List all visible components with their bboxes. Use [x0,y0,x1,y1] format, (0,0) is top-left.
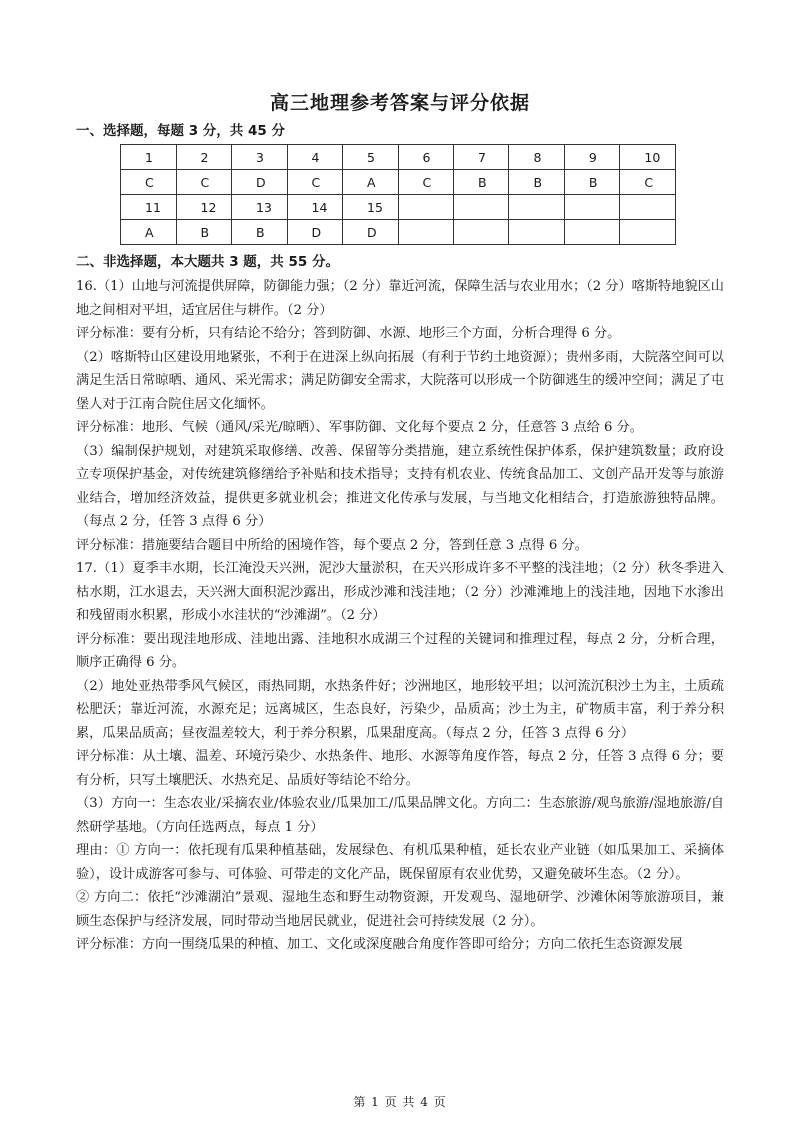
paragraph: 评分标准：地形、气候（通风/采光/晾晒）、军事防御、文化每个要点 2 分，任意答 3 点给 6 分。 [76,420,643,435]
page-number: 第 1 页 共 4 页 [353,1095,447,1109]
answer-table-cell [564,195,619,220]
answer-table-cell: A [343,170,399,195]
answer-table-cell: 4 [287,145,343,170]
answer-table-row [121,220,676,245]
answer-table-cell [509,220,564,245]
answer-table-cell: 12 [176,195,232,220]
answer-table-cell: 1 [121,145,177,170]
paragraph: 16.（1）山地与河流提供屏障，防御能力强；（2 分）靠近河流，保障生活与农业用水；（2 分）喀斯特地貌区山地之间相对平坦，适宜居住与耕作。（2 分） [76,279,724,318]
answer-table-row [121,195,676,220]
answer-table-cell: 14 [287,195,343,220]
answer-table-cell: C [287,170,343,195]
answer-table-cell: B [232,220,288,245]
answer-table-cell: 13 [232,195,288,220]
paragraph: （2）喀斯特山区建设用地紧张，不利于在进深上纵向拓展（有利于节约土地资源）；贵州多雨，大院落空间可以满足生活日常晾晒、通风、采光需求；满足防御安全需求，大院落可以形成一个防御逃生的缓冲空间；满足了屯堡人对于江南合院住居文化缅怀。 [76,349,724,412]
paragraph: 评分标准：要出现洼地形成、洼地出露、洼地积水成湖三个过程的关键词和推理过程，每点 2 分，分析合理，顺序正确得 6 分。 [76,631,724,670]
paragraph: ② 方向二：依托“沙滩湖泊”景观、湿地生态和野生动物资源，开发观鸟、湿地研学、沙滩休闲等旅游项目，兼顾生态保护与经济发展，同时带动当地居民就业，促进社会可持续发展（2 分）。 [76,890,724,929]
answer-table-cell: 2 [176,145,232,170]
answer-table-cell [453,195,508,220]
answer-table-cell: C [398,170,453,195]
answer-table-cell [398,195,453,220]
paragraph: 评分标准：方向一围绕瓜果的种植、加工、文化或深度融合角度作答即可给分；方向二依托生态资源发展 [76,937,683,952]
paragraph: （2）地处亚热带季风气候区，雨热同期，水热条件好；沙洲地区，地形较平坦；以河流沉积沙土为主，土质疏松肥沃；靠近河流，水源充足；远离城区，生态良好，污染少，品质高；沙土为主，矿物质丰富，利于养分积累，瓜果品质高；昼夜温差较大，利于养分积累，瓜果甜度高。（每点 2 分，任答 3 点得 6 分） [76,678,724,741]
answer-table-cell: B [509,170,564,195]
paragraph: 评分标准：措施要结合题目中所给的困境作答，每个要点 2 分，答到任意 3 点得 6 分。 [76,537,588,553]
answer-table-cell: D [232,170,288,195]
answer-table-cell [453,220,508,245]
answer-table-cell: 8 [509,145,564,170]
document-title: 高三地理参考答案与评分依据 [269,92,530,114]
answer-table-cell: B [176,220,232,245]
answer-table-cell: 6 [398,145,453,170]
answer-table [120,144,676,245]
answer-table-cell: 7 [453,145,508,170]
answer-table-cell: B [453,170,508,195]
paragraph: （3）编制保护规划，对建筑采取修缮、改善、保留等分类措施，建立系统性保护体系，保护建筑数量；政府设立专项保护基金，对传统建筑修缮给予补贴和技术指导；支持有机农业、传统食品加工、文创产品开发等与旅游业结合，增加经济效益，提供更多就业机会；推进文化传承与发展，与当地文化相结合，打造旅游独特品牌。（每点 2 分，任答 3 点得 6 分） [76,443,724,529]
answer-table-cell: D [343,220,399,245]
paragraph: （3）方向一：生态农业/采摘农业/体验农业/瓜果加工/瓜果品牌文化。方向二：生态旅游/观鸟旅游/湿地旅游/自然研学基地。（方向任选两点，每点 1 分） [76,796,724,835]
answer-table-cell: C [121,170,177,195]
answer-table-cell [620,195,676,220]
paragraph: 17.（1）夏季丰水期，长江淹没天兴洲，泥沙大量淤积，在天兴形成许多不平整的浅洼地；（2 分）秋冬季进入枯水期，江水退去，天兴洲大面积泥沙露出，形成沙滩和浅洼地；（2 分）沙滩滩地上的浅洼地，因地下水渗出和残留雨水积累，形成小水洼状的“沙滩湖”。（2 分） [76,561,724,623]
answer-table-cell: C [620,170,676,195]
answer-table-row [121,145,676,170]
paragraph: 评分标准：从土壤、温差、环境污染少、水热条件、地形、水源等角度作答，每点 2 分，任答 3 点得 6 分；要有分析，只写土壤肥沃、水热充足、品质好等结论不给分。 [76,749,724,788]
answer-table-cell: 3 [232,145,288,170]
answer-table-cell: 5 [343,145,399,170]
answer-table-cell: A [121,220,177,245]
section-heading-free-response: 二、非选择题，本大题共 3 题，共 55 分。 [76,254,339,270]
answer-table-cell [509,195,564,220]
answer-table-cell [398,220,453,245]
answer-body-text [76,275,724,957]
answer-table-cell: 15 [343,195,399,220]
answer-table-row [121,170,676,195]
answer-table-cell: C [176,170,232,195]
answer-table-cell [620,220,676,245]
answer-table-cell [564,220,619,245]
section-heading-multiple-choice: 一、选择题，每题 3 分，共 45 分 [76,123,285,139]
paragraph: 理由：① 方向一：依托现有瓜果种植基础，发展绿色、有机瓜果种植，延长农业产业链（如瓜果加工、采摘体验），设计成游客可参与、可体验、可带走的文化产品，既保留原有农业优势，又避免破坏生态。（2 分）。 [76,843,725,882]
paragraph: 评分标准：要有分析，只有结论不给分；答到防御、水源、地形三个方面，分析合理得 6 分。 [76,326,621,341]
answer-table-cell: 9 [564,145,619,170]
answer-table-cell: 10 [620,145,676,170]
answer-table-cell: 11 [121,195,177,220]
answer-table-cell: B [564,170,619,195]
answer-table-cell: D [287,220,343,245]
